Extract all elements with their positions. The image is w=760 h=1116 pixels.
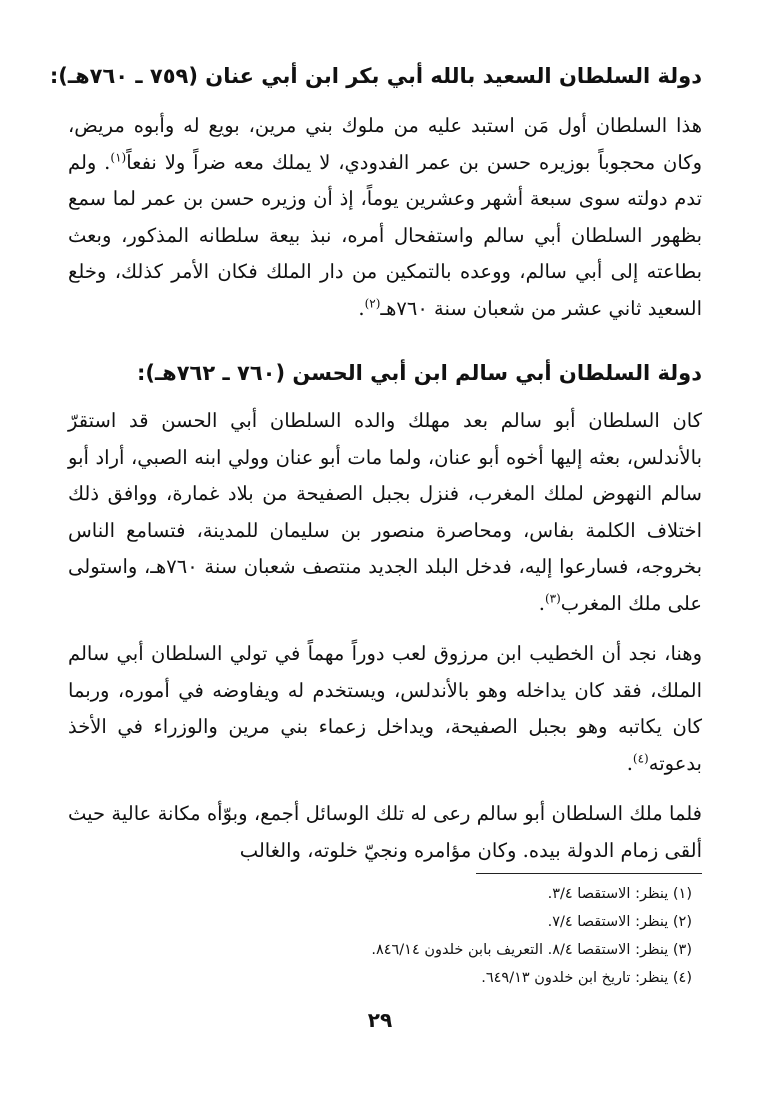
footnote-ref[interactable]: (١) [110,150,127,164]
footnote-ref[interactable]: (٤) [632,751,649,765]
section-said-billah [49,58,702,327]
page-number: ٢٩ [367,1008,393,1032]
paragraph: فلما ملك السلطان أبو سالم رعى له تلك الوسائل أجمع، وبوّأه مكانة عالية حيث ألقى زمام الدولة بيده. وكان مؤامره ونجيّ خلوته، والغالب [68,802,702,862]
footnote-ref[interactable]: (٣) [544,591,561,605]
footnote: (٤) ينظر: تاريخ ابن خلدون ٦٤٩/١٣. [481,970,692,986]
section-title: دولة السلطان السعيد بالله أبي بكر ابن أبي عنان (٧٥٩ ـ ٧٦٠هـ): [49,64,702,88]
footnote-divider [476,873,702,874]
footnote: (٣) ينظر: الاستقصا ٨/٤. التعريف بابن خلدون ٨٤٦/١٤. [371,942,692,958]
main-text [49,58,702,869]
paragraph: وهنا، نجد أن الخطيب ابن مرزوق لعب دوراً مهماً في تولي السلطان أبي سالم الملك، فقد كان يداخله وهو بالأندلس، ويستخدم له ويفاوضه في أموره، وربما كان يكاتبه وهو بجبل الصفيحة، ويداخل زعماء بني مرين والوزراء في الأخذ بدعوته$^{(٤)}$. [68,642,702,775]
footnote-ref[interactable]: (٢) [364,296,381,310]
paragraph: كان السلطان أبو سالم بعد مهلك والده السلطان أبي الحسن قد استقرّ بالأندلس، بعثه إليها أخوه أبو عنان، ولما مات أبو عنان وولي ابنه الصبي، أراد أبو سالم النهوض لملك المغرب، فنزل بجبل الصفيحة من بلاد غمارة، ووافق ذلك اختلاف الكلمة بفاس، ومحاصرة منصور بن سليمان للمدينة، فتسامع الناس بخروجه، فسارعوا إليه، فدخل البلد الجديد منتصف شعبان سنة ٧٦٠هـ، واستولى على ملك المغرب$^{(٣)}$. [68,409,702,615]
footnote: (١) ينظر: الاستقصا ٣/٤. [547,886,692,902]
paragraph: هذا السلطان أول مَن استبد عليه من ملوك بني مرين، بويع له وأبوه مريض، وكان محجوباً بوزيره حسن بن عمر الفدودي، لا يملك معه ضراً ولا نفعاً$^{(١)}$. ولم تدم دولته سوى سبعة أشهر وعشرين يوماً، إذ أن وزيره حسن بن عمر لما سمع بظهور السلطان أبي سالم واستفحال أمره، نبذ بيعة سلطانه المذكور، وبعث بطاعته إلى أبي سالم، ووعده بالتمكين من دار الملك فكان الأمر كذلك، وخلع السعيد ثاني عشر من شعبان سنة ٧٦٠هـ$^{(٢)}$. [68,114,702,320]
section-title: دولة السلطان أبي سالم ابن أبي الحسن (٧٦٠ ـ ٧٦٢هـ): [137,361,702,385]
footnotes [68,880,692,992]
section-abu-salim [68,355,702,869]
footnote: (٢) ينظر: الاستقصا ٧/٤. [547,914,692,930]
